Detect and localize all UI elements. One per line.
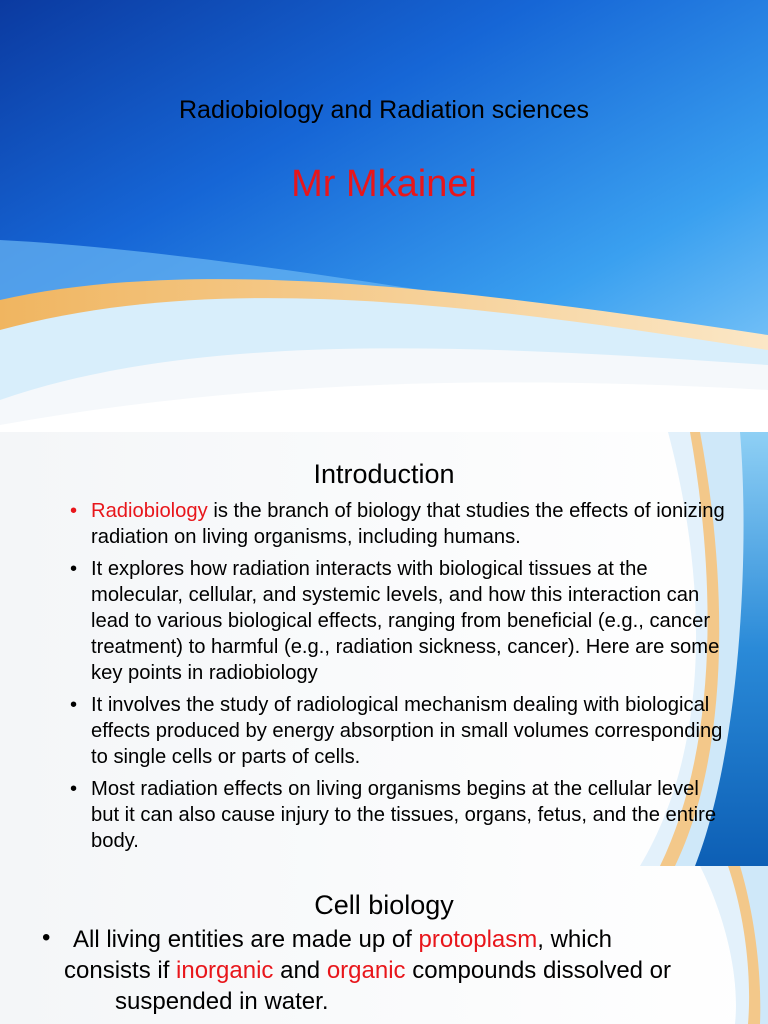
title-slide-background	[0, 0, 768, 432]
paragraph-line	[64, 924, 754, 955]
list-item	[68, 692, 728, 770]
list-item	[68, 776, 728, 854]
bullet-icon: •	[70, 694, 78, 716]
title-slide	[0, 0, 768, 432]
text-run: All living entities are made up of	[73, 926, 419, 953]
bullet-icon: •	[70, 500, 78, 522]
list-item-text: It explores how radiation interacts with biological tissues at the molecular, cellular, and systemic levels, and how this interaction can lead to various biological effects, ranging from beneficial (e.g., cancer treatment) to harmful (e.g., radiation sickness, cancer). Here are some key points in radiobiology	[91, 558, 720, 684]
list-item	[68, 498, 728, 550]
list-item	[68, 556, 728, 686]
text-run: and	[273, 957, 327, 984]
introduction-bullet-list	[68, 498, 728, 860]
text-run: consists if	[64, 957, 177, 984]
bullet-icon: •	[70, 558, 78, 580]
text-run: , which	[537, 926, 612, 953]
introduction-heading: Introduction	[313, 459, 455, 489]
introduction-slide	[0, 432, 768, 866]
paragraph-line	[64, 955, 754, 986]
list-item-text: It involves the study of radiological mechanism dealing with biological effects produced by energy absorption in small volumes corresponding to single cells or parts of cells.	[91, 694, 723, 768]
cell-biology-heading: Cell biology	[314, 890, 454, 920]
cell-biology-slide	[0, 866, 768, 1024]
highlight-term: organic	[326, 957, 406, 984]
highlight-term: Radiobiology	[91, 500, 208, 522]
presenter-name: Mr Mkainei	[291, 163, 477, 205]
bullet-icon: •	[42, 924, 51, 951]
text-run: compounds dissolved or	[405, 957, 672, 984]
highlight-term: protoplasm	[418, 926, 538, 953]
cell-biology-paragraph	[64, 924, 754, 1017]
highlight-term: inorganic	[176, 957, 274, 984]
list-item-text: Most radiation effects on living organisms begins at the cellular level but it can also cause injury to the tissues, organs, fetus, and the entire body.	[91, 778, 717, 852]
list-item-text: is the branch of biology that studies the effects of ionizing radiation on living organisms, including humans.	[91, 500, 725, 548]
bullet-icon: •	[70, 778, 78, 800]
paragraph-line: suspended in water.	[115, 988, 329, 1015]
presentation-title: Radiobiology and Radiation sciences	[179, 96, 589, 124]
